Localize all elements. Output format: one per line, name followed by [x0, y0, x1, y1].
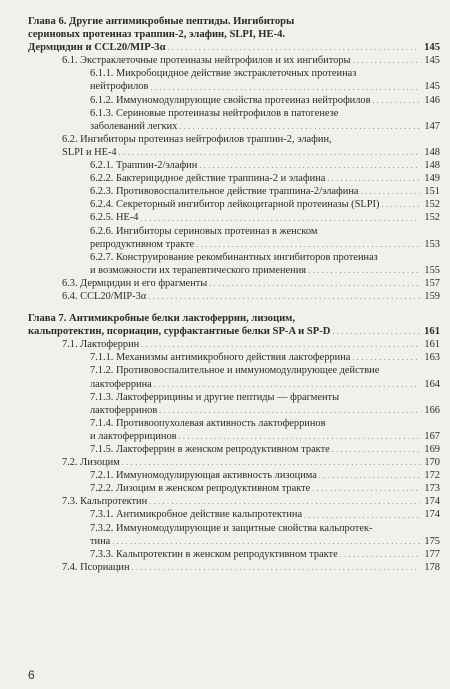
- toc-page-number: 174: [424, 496, 440, 508]
- toc-page-number: 155: [424, 264, 440, 276]
- dot-leader: [332, 445, 420, 454]
- toc-entry: [28, 338, 440, 351]
- dot-leader: [352, 353, 420, 362]
- dot-leader: [122, 458, 420, 467]
- toc-entry-title: SLPI и НЕ-4: [62, 146, 117, 158]
- toc-entry-title: 7.3.2. Иммуномодулирующие и защитные свойства кальпротек-: [90, 522, 373, 534]
- dot-leader: [179, 432, 420, 441]
- toc-entry-title: 6.2.5. НЕ-4: [90, 212, 139, 224]
- toc-page-number: 172: [424, 470, 440, 482]
- toc-page-number: 145: [424, 81, 440, 93]
- dot-leader: [132, 563, 420, 572]
- toc-entry: [28, 185, 440, 198]
- toc-entry-title: 6.1.1. Микробоцидное действие экстраклеточных протеиназ: [90, 68, 357, 80]
- toc-entry-title: 7.2. Лизоцим: [62, 457, 120, 469]
- dot-leader: [373, 96, 420, 105]
- toc-page-number: 174: [424, 509, 440, 521]
- toc-page-number: 161: [424, 339, 440, 351]
- toc-entry-title: 6.1.3. Сериновые протеиназы нейтрофилов в патогенезе: [90, 107, 339, 119]
- toc-entry-title: тина: [90, 535, 111, 547]
- toc-entry-title: Глава 7. Антимикробные белки лактоферрин, лизоцим,: [28, 313, 296, 325]
- dot-leader: [119, 148, 420, 157]
- toc-entry-title: 6.2.1. Траппин-2/элафин: [90, 160, 198, 172]
- toc-entry: [28, 290, 440, 303]
- toc-entry-title: и возможности их терапевтического применения: [90, 264, 307, 276]
- toc-page-number: 153: [424, 238, 440, 250]
- toc-entry-title: и лактоферрицинов: [90, 430, 177, 442]
- dot-leader: [159, 406, 420, 415]
- toc-entry-title: Глава 6. Другие антимикробные пептиды. Ингибиторы: [28, 16, 295, 27]
- toc-page-number: 159: [424, 290, 440, 302]
- toc-page-number: 173: [424, 483, 440, 495]
- toc-page-number: 148: [424, 146, 440, 158]
- dot-leader: [149, 497, 420, 506]
- toc-entry-title: 7.3.3. Кальпротектин в женском репродуктивном тракте: [90, 548, 338, 560]
- toc-page-number: 152: [424, 199, 440, 211]
- toc-page-number: 145: [424, 55, 440, 67]
- toc-entry-title: 6.3. Дермцидин и его фрагменты: [62, 277, 208, 289]
- toc-entry-title: сериновых протеиназ траппин-2, элафин, SLPI, НЕ-4.: [28, 29, 286, 41]
- toc-entry: [28, 225, 440, 251]
- toc-page-number: 164: [424, 378, 440, 390]
- toc-page-number: 163: [424, 352, 440, 364]
- toc-page-number: 152: [424, 212, 440, 224]
- toc-entry-title: 7.3.1. Антимикробное действие кальпротектина: [90, 509, 303, 521]
- dot-leader: [361, 187, 420, 196]
- dot-leader: [353, 56, 420, 65]
- toc-entry: [28, 364, 440, 390]
- toc-entry-title: репродуктивном тракте: [90, 238, 195, 250]
- toc-page-number: 147: [424, 120, 440, 132]
- toc-page-number: 167: [424, 430, 440, 442]
- toc-page-number: 149: [424, 173, 440, 185]
- toc-entry-title: 6.2.2. Бактерицидное действие траппина-2 и элафина: [90, 173, 326, 185]
- dot-leader: [148, 292, 420, 301]
- dot-leader: [209, 279, 420, 288]
- toc-entry: [28, 417, 440, 443]
- dot-leader: [308, 266, 420, 275]
- toc-page-number: 177: [424, 548, 440, 560]
- toc-page-number: 169: [424, 444, 440, 455]
- toc-entry: [28, 469, 440, 482]
- toc-entry-title: 6.1.2. Иммуномодулирующие свойства протеиназ нейтрофилов: [90, 94, 371, 106]
- toc-entry: [28, 198, 440, 211]
- toc-chapter-entry: [28, 312, 440, 338]
- dot-leader: [141, 340, 420, 349]
- toc-page-number: 166: [424, 404, 440, 416]
- toc-entry-title: 7.3. Кальпротектин: [62, 496, 148, 508]
- toc-page-number: 175: [424, 535, 440, 547]
- toc-entry-title: Дермцидин и CCL20/MIP-3α: [28, 42, 166, 54]
- toc-entry-title: 7.2.2. Лизоцим в женском репродуктивном тракте: [90, 483, 311, 495]
- toc-entry-title: 6.2.4. Секреторный ингибитор лейкоцитарной протеиназы (SLPI): [90, 199, 380, 211]
- toc-entry: [28, 251, 440, 277]
- dot-leader: [340, 550, 420, 559]
- dot-leader: [304, 511, 420, 520]
- toc-entry-title: 7.1.5. Лактоферрин в женском репродуктивном тракте: [90, 444, 330, 455]
- toc-entry: [28, 107, 440, 133]
- dot-leader: [319, 471, 420, 480]
- chapter-gap: [28, 303, 440, 312]
- toc-entry: [28, 522, 440, 548]
- toc-entry-title: 7.2.1. Иммуномодулирующая активность лизоцима: [90, 470, 317, 482]
- toc-entry: [28, 482, 440, 495]
- dot-leader: [312, 484, 420, 493]
- toc-entry: [28, 211, 440, 224]
- toc-entry-title: заболеваний легких: [90, 120, 178, 132]
- toc-entry-title: 7.1.4. Противоопухолевая активность лактоферринов: [90, 417, 326, 429]
- toc-entry: [28, 495, 440, 508]
- dot-leader: [199, 161, 420, 170]
- toc-entry: [28, 67, 440, 93]
- toc-entry: [28, 94, 440, 107]
- toc-page-number: 170: [424, 457, 440, 469]
- dot-leader: [140, 214, 420, 223]
- toc-entry: [28, 172, 440, 185]
- toc-entry-title: 6.2.7. Конструирование рекомбинантных ингибиторов протеиназ: [90, 251, 378, 263]
- toc-chapter-entry: [28, 15, 440, 54]
- toc-entry: [28, 548, 440, 561]
- toc-entry-title: 6.2. Ингибиторы протеиназ нейтрофилов траппин-2, элафин,: [62, 133, 332, 145]
- table-of-contents: [28, 15, 440, 574]
- dot-leader: [332, 327, 420, 336]
- toc-entry-title: 7.1.3. Лактоферрицины и другие пептиды — фрагменты: [90, 391, 340, 403]
- toc-entry-title: 6.1. Экстраклеточные протеиназы нейтрофилов и их ингибиторы: [62, 55, 351, 67]
- toc-entry: [28, 456, 440, 469]
- toc-entry: [28, 351, 440, 364]
- dot-leader: [154, 380, 420, 389]
- toc-entry: [28, 443, 440, 456]
- toc-page-number: 145: [424, 42, 440, 54]
- toc-entry: [28, 133, 440, 159]
- toc-entry-title: 6.4. CCL20/MIP-3α: [62, 290, 147, 302]
- dot-leader: [150, 83, 420, 92]
- page-number: 6: [28, 668, 35, 682]
- toc-entry-title: 7.1.1. Механизмы антимикробного действия лактоферрина: [90, 352, 351, 364]
- toc-page-number: 151: [424, 186, 440, 198]
- toc-entry-title: нейтрофилов: [90, 81, 149, 93]
- toc-entry-title: лактоферрина: [90, 378, 152, 390]
- dot-leader: [381, 200, 420, 209]
- toc-page-number: 178: [424, 561, 440, 573]
- toc-entry: [28, 159, 440, 172]
- dot-leader: [196, 240, 420, 249]
- toc-page-number: 146: [424, 94, 440, 106]
- dot-leader: [327, 174, 420, 183]
- toc-entry: [28, 508, 440, 521]
- dot-leader: [112, 537, 420, 546]
- toc-entry: [28, 277, 440, 290]
- dot-leader: [179, 122, 420, 131]
- toc-entry-title: кальпротектин, псориацин, сурфактантные белки SP-A и SP-D: [28, 326, 331, 338]
- toc-entry-title: 7.4. Псориацин: [62, 561, 130, 573]
- toc-entry-title: 6.2.3. Противовоспалительное действие траппина-2/элафина: [90, 186, 359, 198]
- toc-entry: [28, 561, 440, 574]
- toc-page-number: 157: [424, 277, 440, 289]
- toc-entry-title: 6.2.6. Ингибиторы сериновых протеиназ в женском: [90, 225, 318, 237]
- dot-leader: [167, 43, 420, 52]
- toc-page-number: 161: [424, 326, 440, 338]
- toc-entry-title: 7.1.2. Противовоспалительное и иммуномодулирующее действие: [90, 365, 380, 377]
- toc-page-number: 148: [424, 160, 440, 172]
- toc-entry: [28, 54, 440, 67]
- toc-entry-title: лактоферринов: [90, 404, 158, 416]
- toc-entry-title: 7.1. Лактоферрин: [62, 339, 140, 351]
- toc-entry: [28, 391, 440, 417]
